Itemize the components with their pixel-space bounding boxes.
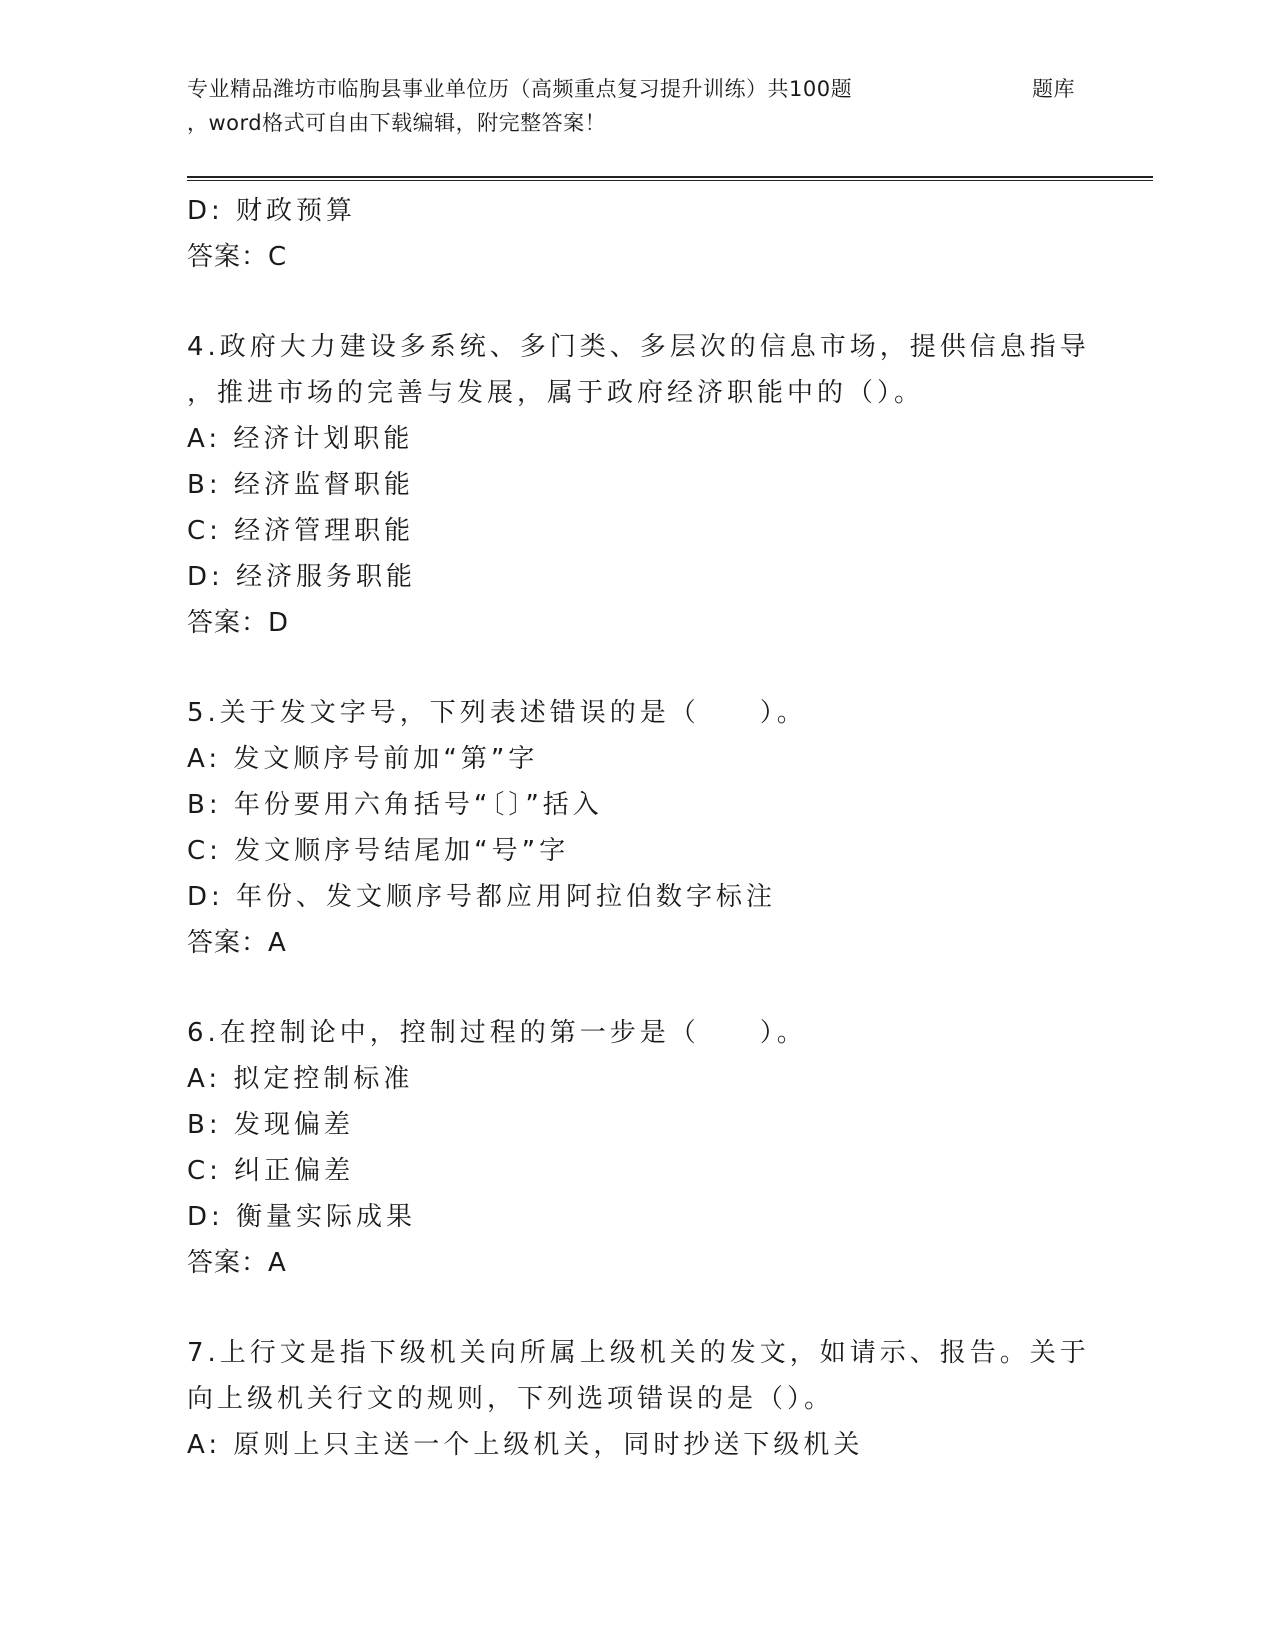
question-6 bbox=[187, 1010, 1117, 1286]
question-option: D: 年份、发文顺序号都应用阿拉伯数字标注 bbox=[187, 882, 777, 912]
question-list bbox=[187, 188, 1117, 1468]
question-option: A: 经济计划职能 bbox=[187, 424, 414, 454]
question-answer: 答案：D bbox=[187, 608, 290, 638]
question-fragment bbox=[187, 188, 1117, 280]
question-option: A: 发文顺序号前加“第”字 bbox=[187, 744, 539, 774]
spacer bbox=[187, 280, 1117, 324]
question-7 bbox=[187, 1330, 1117, 1468]
question-option: C: 发文顺序号结尾加“号”字 bbox=[187, 836, 570, 866]
spacer bbox=[187, 966, 1117, 1010]
question-option: D: 衡量实际成果 bbox=[187, 1202, 417, 1232]
question-answer: 答案：A bbox=[187, 928, 287, 958]
question-stem-line: 4.政府大力建设多系统、多门类、多层次的信息市场，提供信息指导 bbox=[187, 332, 1090, 362]
header-title: 专业精品潍坊市临朐县事业单位历（高频重点复习提升训练）共100题 bbox=[187, 77, 853, 101]
question-stem-line: 5.关于发文字号，下列表述错误的是（ ）。 bbox=[187, 698, 807, 728]
question-stem-line: ，推进市场的完善与发展，属于政府经济职能中的（）。 bbox=[187, 378, 925, 408]
header-title-line-2: ，word格式可自由下载编辑，附完整答案！ bbox=[187, 111, 607, 135]
question-option: B: 经济监督职能 bbox=[187, 470, 414, 500]
header-divider-thick bbox=[187, 176, 1153, 178]
question-option: C: 经济管理职能 bbox=[187, 516, 415, 546]
question-answer: 答案：C bbox=[187, 242, 288, 272]
page-header bbox=[187, 72, 1147, 140]
spacer bbox=[187, 646, 1117, 690]
question-stem-line: 向上级机关行文的规则，下列选项错误的是（）。 bbox=[187, 1384, 835, 1414]
question-4 bbox=[187, 324, 1117, 646]
question-stem-line: 7.上行文是指下级机关向所属上级机关的发文，如请示、报告。关于 bbox=[187, 1338, 1090, 1368]
spacer bbox=[187, 1286, 1117, 1330]
question-option: C: 纠正偏差 bbox=[187, 1156, 355, 1186]
question-5 bbox=[187, 690, 1117, 966]
question-option: B: 年份要用六角括号“〔〕”括入 bbox=[187, 790, 603, 820]
question-option: A: 原则上只主送一个上级机关，同时抄送下级机关 bbox=[187, 1430, 864, 1460]
question-option: A: 拟定控制标准 bbox=[187, 1064, 414, 1094]
header-divider-thin bbox=[187, 180, 1153, 181]
question-stem-line: 6.在控制论中，控制过程的第一步是（ ）。 bbox=[187, 1018, 807, 1048]
header-tag: 题库 bbox=[1032, 77, 1075, 101]
question-option: D: 财政预算 bbox=[187, 196, 357, 226]
question-option: D: 经济服务职能 bbox=[187, 562, 417, 592]
question-answer: 答案：A bbox=[187, 1248, 287, 1278]
question-option: B: 发现偏差 bbox=[187, 1110, 354, 1140]
header-title-line-1 bbox=[187, 72, 1147, 106]
